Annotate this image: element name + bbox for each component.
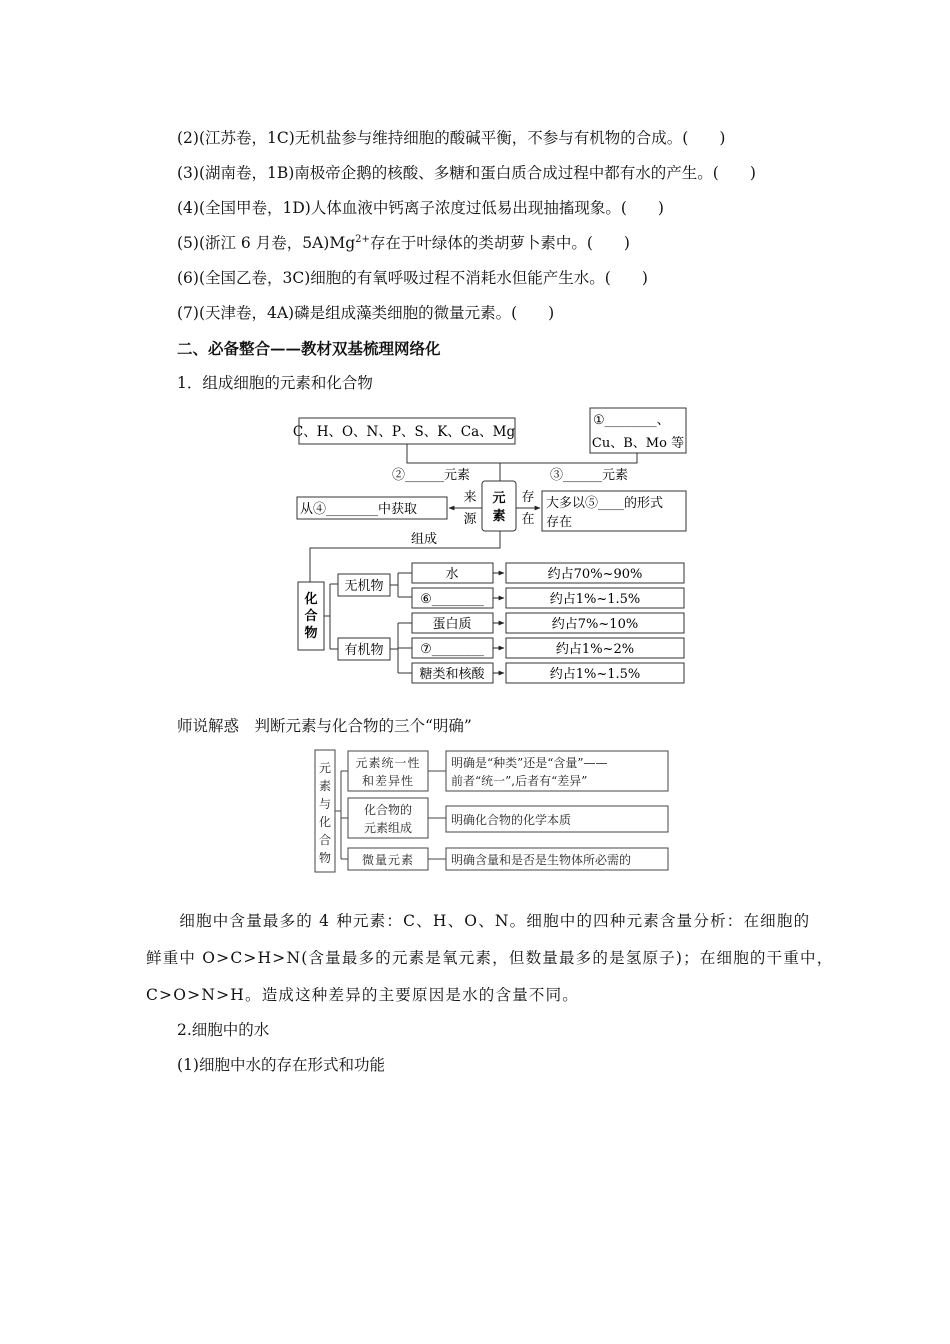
question-5-post: 存在于叶绿体的类胡萝卜素中。( ): [369, 234, 630, 252]
exist-char-2: 在: [521, 512, 535, 527]
exist-box-line1: 大多以⑤____的形式: [546, 496, 664, 511]
source-char-1: 来: [463, 490, 477, 505]
row-1-name: 水: [445, 567, 459, 582]
left-2-line1: 化合物的: [363, 803, 413, 817]
side-char-3: 与: [318, 797, 332, 811]
organic-label: 有机物: [344, 643, 384, 658]
compound-rows: [412, 563, 684, 683]
question-5-pre: (5)(浙江 6 月卷，5A)Mg: [177, 234, 356, 252]
inorganic-label: 无机物: [344, 579, 384, 594]
subsection-2-title: 2.细胞中的水: [177, 1021, 270, 1039]
blank-3-label: ③______元素: [550, 468, 629, 483]
right-1-line1: 明确是“种类”还是“含量”——: [451, 756, 608, 770]
source-box-text: 从④________中获取: [300, 502, 418, 517]
compound-char-3: 物: [304, 626, 318, 641]
row-1-value: 约占70%~90%: [547, 567, 643, 582]
row-4-value: 约占1%~2%: [555, 642, 635, 657]
left-3-line1: 微量元素: [361, 853, 415, 867]
subsection-2-1-title: (1)细胞中水的存在形式和功能: [177, 1056, 385, 1074]
row-5-value: 约占1%~1.5%: [549, 667, 641, 682]
row-3-name: 蛋白质: [432, 617, 472, 632]
bracket-main: [324, 584, 338, 649]
row-2-name: ⑥________: [420, 592, 484, 607]
elements-compounds-diagram: [290, 400, 700, 692]
side-char-2: 素: [318, 779, 332, 793]
exist-char-1: 存: [521, 490, 535, 505]
row-3-value: 约占7%~10%: [551, 617, 639, 632]
trace-line1: ①________、: [593, 413, 670, 428]
question-5: [177, 233, 630, 253]
question-3: (3)(湖南卷，1B)南极帝企鹅的核酸、多糖和蛋白质合成过程中都有水的产生。( ): [177, 164, 756, 182]
paragraph-line-3: C>O>N>H。造成这种差异的主要原因是水的含量不同。: [146, 986, 580, 1004]
side-char-5: 合: [318, 833, 332, 847]
row-4-name: ⑦________: [420, 642, 484, 657]
left-2-line2: 元素组成: [363, 821, 413, 835]
right-2-line1: 明确化合物的化学本质: [451, 813, 572, 827]
row-2-value: 约占1%~1.5%: [549, 592, 641, 607]
side-bracket: [335, 771, 348, 859]
side-char-4: 化: [318, 815, 332, 829]
teacher-note: 师说解惑 判断元素与化合物的三个“明确”: [177, 717, 472, 735]
compound-char-2: 合: [304, 609, 318, 624]
source-char-2: 源: [463, 512, 477, 527]
blank-2-label: ②______元素: [392, 468, 471, 483]
question-2: (2)(江苏卷，1C)无机盐参与维持细胞的酸碱平衡，不参与有机物的合成。( ): [177, 129, 726, 147]
bracket-organic: [390, 623, 412, 673]
major-elements-text: C、H、O、N、P、S、K、Ca、Mg: [292, 424, 516, 440]
compose-label: 组成: [410, 532, 438, 547]
paragraph-line-2: 鲜重中 O>C>H>N(含量最多的元素是氧元素，但数量最多的是氢原子)；在细胞的干重中，: [146, 949, 834, 967]
three-clarifications-diagram: [310, 745, 675, 875]
side-char-1: 元: [318, 761, 332, 775]
right-3-line1: 明确含量和是否是生物体所必需的: [451, 853, 632, 867]
subsection-1-title: 1．组成细胞的元素和化合物: [177, 374, 373, 392]
side-char-6: 物: [318, 851, 332, 865]
trace-line2: Cu、B、Mo 等: [591, 436, 685, 451]
paragraph-line-1: 细胞中含量最多的 4 种元素：C、H、O、N。细胞中的四种元素含量分析：在细胞的: [146, 912, 811, 930]
center-char-1: 元: [492, 491, 506, 506]
section-title: 二、必备整合——教材双基梳理网络化: [177, 339, 441, 358]
bracket-inorganic: [390, 573, 412, 597]
center-char-2: 素: [492, 509, 506, 524]
question-7: (7)(天津卷，4A)磷是组成藻类细胞的微量元素。( ): [177, 304, 555, 322]
question-6: (6)(全国乙卷，3C)细胞的有氧呼吸过程不消耗水但能产生水。( ): [177, 269, 648, 287]
question-5-sup: 2+: [355, 234, 370, 245]
right-1-line2: 前者“统一”,后者有“差异”: [451, 774, 588, 788]
question-4: (4)(全国甲卷，1D)人体血液中钙离子浓度过低易出现抽搐现象。( ): [177, 199, 664, 217]
left-1-line2: 和差异性: [361, 774, 415, 788]
row-5-name: 糖类和核酸: [419, 667, 485, 682]
exist-box-line2: 存在: [546, 515, 573, 530]
compound-char-1: 化: [304, 592, 318, 607]
left-1-line1: 元素统一性: [355, 756, 421, 770]
